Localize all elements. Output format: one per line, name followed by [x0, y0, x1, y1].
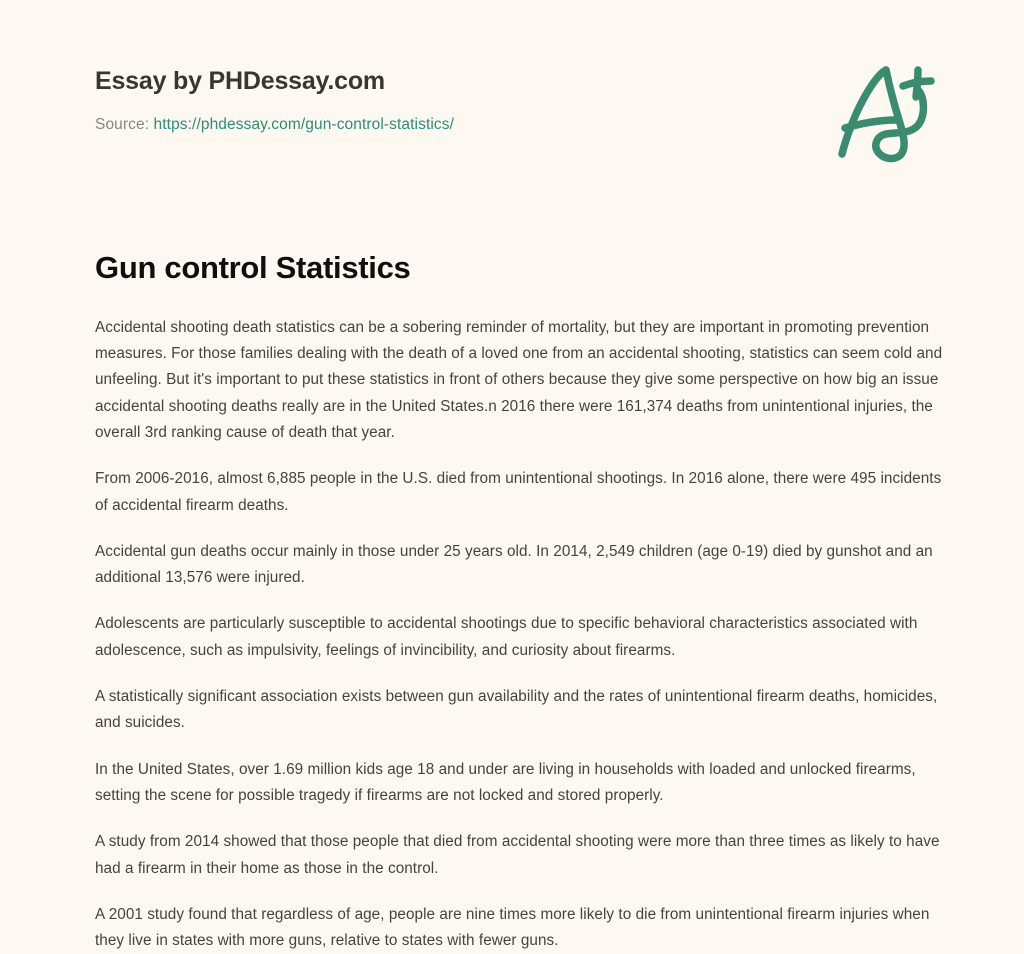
brand-title: Essay by PHDessay.com	[95, 67, 385, 95]
paragraph: Accidental gun deaths occur mainly in those under 25 years old. In 2014, 2,549 children (age 0-19) died by gunshot and an additional 13,576 were injured.	[95, 542, 933, 587]
paragraph: A statistically significant association exists between gun availability and the rates of unintentional firearm deaths, homicides, and suicides.	[95, 688, 938, 732]
paragraph: A study from 2014 showed that those people that died from accidental shooting were more than three times as likely to have had a firearm in their home as those in the control.	[95, 833, 940, 877]
paragraph: From 2006-2016, almost 6,885 people in the U.S. died from unintentional shootings. In 2016 alone, there were 495 incidents of accidental firearm deaths.	[95, 470, 942, 514]
article	[0, 186, 1024, 954]
paragraph: A 2001 study found that regardless of age, people are nine times more likely to die from unintentional firearm injuries when they live in states with more guns, relative to states with fewer guns.	[95, 905, 930, 950]
page-title: Gun control Statistics	[95, 250, 411, 285]
source-url-link[interactable]: https://phdessay.com/gun-control-statistics/	[153, 116, 455, 133]
paragraph: Adolescents are particularly susceptible to accidental shootings due to specific behavioral characteristics associated with adolescence, such as impulsivity, feelings of invincibility, and curiosity about firearms.	[95, 615, 918, 659]
source-label: Source:	[95, 116, 150, 133]
paragraph: Accidental shooting death statistics can be a sobering reminder of mortality, but they are important in promoting prevention measures. For those families dealing with the death of a loved one from an accidental shooting, statistics can seem cold and unfeeling. But it's important to put these statistics in front of others because they give some perspective on how big an issue accidental shooting deaths really are in the United States.n 2016 there were 161,374 deaths from unintentional injuries, the overall 3rd ranking cause of death that year.	[95, 318, 943, 441]
paragraph: In the United States, over 1.69 million kids age 18 and under are living in households with loaded and unlocked firearms, setting the scene for possible tragedy if firearms are not locked and stored properly.	[95, 760, 916, 804]
article-body	[95, 315, 945, 954]
source-line	[95, 115, 946, 135]
aplus-logo-icon	[826, 58, 946, 168]
page-header	[0, 0, 1024, 186]
aplus-logo-svg	[826, 58, 946, 168]
